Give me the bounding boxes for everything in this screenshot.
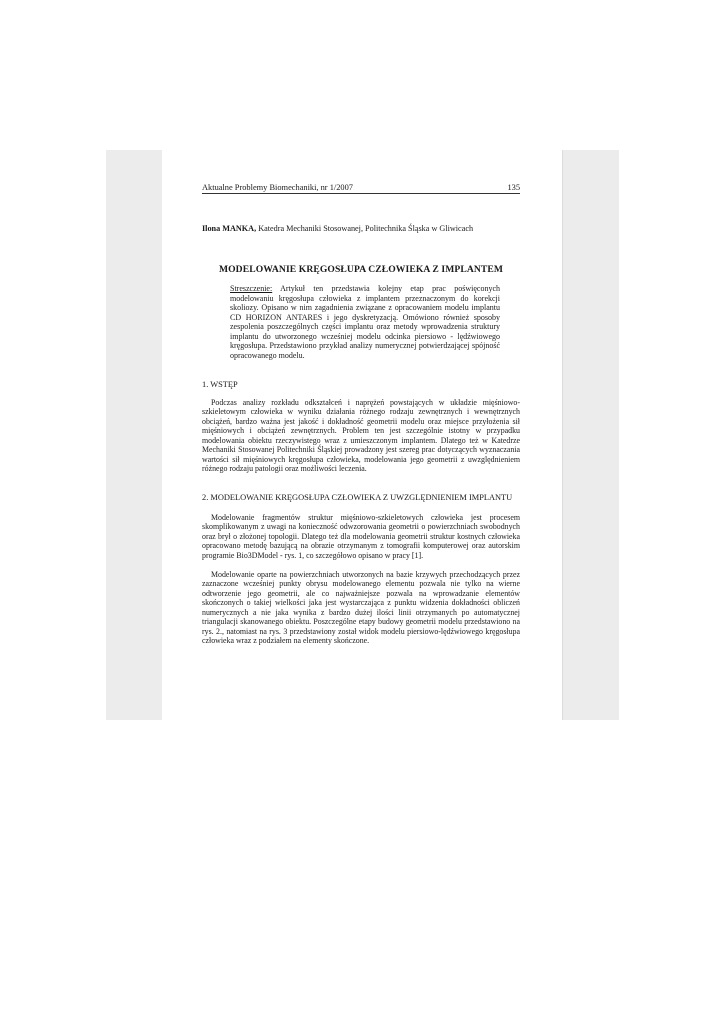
section-2-heading: 2. MODELOWANIE KRĘGOSŁUPA CZŁOWIEKA Z UWZGLĘDNIENIEM IMPLANTU bbox=[202, 493, 513, 502]
scan-edge-right bbox=[562, 150, 619, 720]
abstract bbox=[230, 284, 500, 360]
document-page bbox=[162, 150, 562, 720]
author-line bbox=[202, 224, 542, 233]
section-2-paragraph-1: Modelowanie fragmentów struktur mięśniowo-szkieletowych człowieka jest procesem skomplikowanym z uwagi na konieczność odwzorowania geometrii o powierzchniach swobodnych oraz brył o złożonej topologii. Dlatego też dla modelowania geometrii struktur kostnych człowieka opracowano metodę bazującą na obrazie otrzymanym z tomografii komputerowej oraz autorskim programie Bio3DModel - rys. 1, co szczegółowo opisano w pracy [1]. bbox=[202, 513, 520, 560]
abstract-text: Artykuł ten przedstawia kolejny etap prac poświęconych modelowaniu kręgosłupa człowieka z implantem przeznaczonym do korekcji skoliozy. Opisano w nim zagadnienia związane z opracowaniem modelu implantu CD HORIZON ANTARES i jego dyskretyzacją. Omówiono również sposoby zespolenia poszczególnych części implantu oraz metody wprowadzenia struktury implantu do utworzonego wcześniej modelu odcinka piersiowo - lędźwiowego kręgosłupa. Przedstawiono przykład analizy numerycznej potwierdzającej spójność opracowanego modelu. bbox=[230, 284, 500, 360]
author-name: Ilona MANKA, bbox=[202, 224, 257, 233]
paper-title: MODELOWANIE KRĘGOSŁUPA CZŁOWIEKA Z IMPLANTEM bbox=[218, 264, 504, 275]
scan-edge-left bbox=[106, 150, 163, 720]
running-header bbox=[202, 183, 520, 192]
page-number: 135 bbox=[507, 183, 520, 192]
journal-title: Aktualne Problemy Biomechaniki, nr 1/2007 bbox=[202, 183, 353, 192]
section-2-paragraph-2: Modelowanie oparte na powierzchniach utworzonych na bazie krzywych przechodzących przez zaznaczone wcześniej punkty obrysu modelowanego elementu pozwala nie tylko na wierne odtworzenie jego geometrii, ale co najważniejsze pozwala na wprowadzanie elementów skończonych o takiej wielkości jaka jest wystarczająca z punktu widzenia dokładności obliczeń numerycznych a nie jaka wynika z bardzo dużej ilości linii otrzymanych po automatycznej triangulacji skanowanego obiektu. Poszczególne etapy budowy geometrii modelu przedstawiono na rys. 2., natomiast na rys. 3 przedstawiony został widok modelu piersiowo-lędźwiowego kręgosłupa człowieka wraz z podziałem na elementy skończone. bbox=[202, 570, 520, 646]
author-affiliation: Katedra Mechaniki Stosowanej, Politechnika Śląska w Gliwicach bbox=[258, 224, 474, 233]
section-1-heading: 1. WSTĘP bbox=[202, 380, 238, 389]
header-rule bbox=[202, 193, 520, 194]
abstract-label: Streszczenie: bbox=[230, 284, 273, 293]
section-1-paragraph: Podczas analizy rozkładu odkształceń i naprężeń powstających w układzie mięśniowo-szkieletowym człowieka w wyniku działania różnego rodzaju zewnętrznych i wewnętrznych obciążeń, bardzo ważna jest jakość i dokładność geometrii modelu oraz miejsce przyłożenia sił mięśniowych i obciążeń zewnętrznych. Problem ten jest szczególnie istotny w przypadku modelowania obiektu rzeczywistego wraz z umieszczonym implantem. Dlatego też w Katedrze Mechaniki Stosowanej Politechniki Śląskiej prowadzony jest szereg prac dotyczących wyznaczania wartości sił mięśniowych kręgosłupa człowieka, modelowania jego geometrii z uwzględnieniem różnego rodzaju patologii oraz możliwości leczenia. bbox=[202, 398, 520, 474]
